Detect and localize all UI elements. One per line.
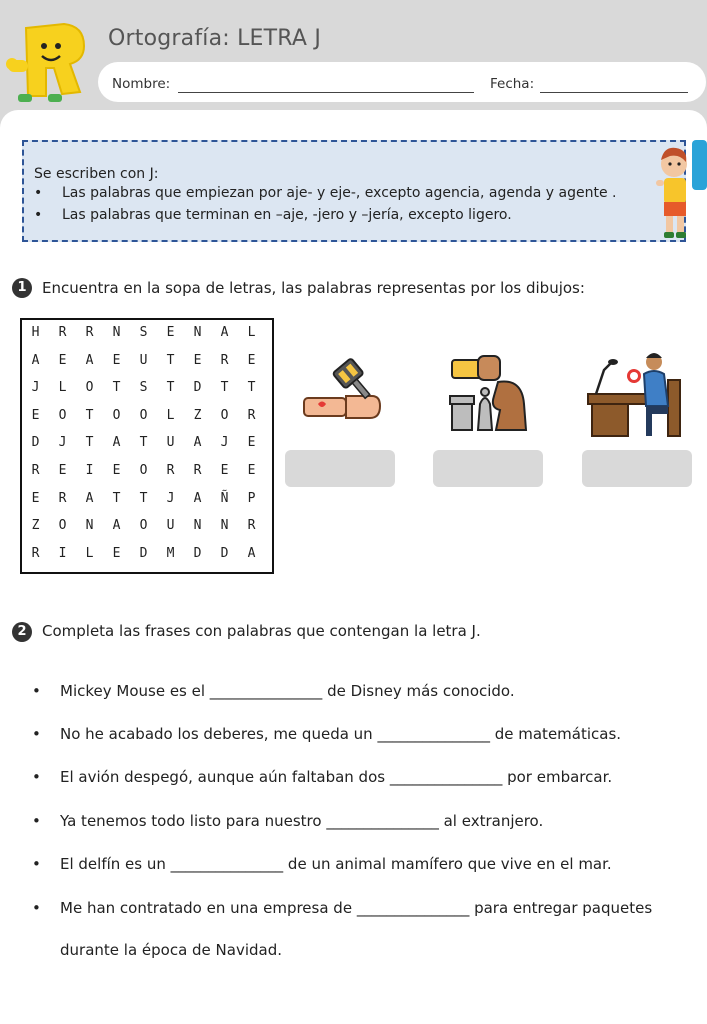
grid-letter[interactable]: D: [193, 380, 202, 396]
grid-letter[interactable]: A: [193, 435, 202, 451]
grid-letter[interactable]: A: [112, 435, 121, 451]
sentence-blank[interactable]: _______________: [356, 899, 470, 917]
grid-letter[interactable]: E: [31, 407, 40, 423]
chess-pieces-illustration: [448, 352, 530, 436]
grid-letter[interactable]: T: [139, 435, 148, 451]
grid-letter[interactable]: I: [58, 545, 67, 561]
sentence-line: [60, 768, 612, 786]
sentence-text-before: Ya tenemos todo listo para nuestro: [60, 812, 327, 830]
grid-letter[interactable]: O: [220, 407, 229, 423]
sentence-bullet: •: [32, 899, 41, 917]
grid-letter[interactable]: R: [247, 518, 256, 534]
sentence-continuation: durante la época de Navidad.: [60, 941, 283, 959]
exercise-1-instruction: Encuentra en la sopa de letras, las palabras representas por los dibujos:: [42, 279, 585, 297]
grid-letter[interactable]: E: [247, 352, 256, 368]
sentence-text-before: Mickey Mouse es el: [60, 682, 210, 700]
grid-letter[interactable]: R: [193, 463, 202, 478]
grid-letter[interactable]: L: [166, 407, 175, 423]
grid-letter[interactable]: D: [139, 545, 148, 561]
name-date-bar: [98, 62, 706, 102]
name-field[interactable]: [178, 92, 474, 93]
grid-letter[interactable]: T: [247, 380, 256, 396]
grid-letter[interactable]: E: [58, 463, 67, 478]
sentence-bullet: •: [32, 812, 41, 830]
grid-letter[interactable]: L: [85, 545, 94, 561]
name-label: Nombre:: [112, 76, 171, 92]
sentence-text-before: El avión despegó, aunque aún faltaban dos: [60, 768, 390, 786]
sentence-blank[interactable]: _______________: [377, 725, 490, 743]
sentence-text-after: de Disney más conocido.: [322, 682, 515, 700]
grid-letter[interactable]: O: [85, 380, 94, 396]
grid-letter[interactable]: M: [166, 545, 175, 561]
grid-letter[interactable]: J: [166, 490, 175, 506]
grid-letter[interactable]: R: [31, 545, 40, 561]
grid-letter[interactable]: A: [85, 490, 94, 506]
sentence-text-after: de matemáticas.: [489, 725, 622, 743]
grid-letter[interactable]: O: [58, 518, 67, 534]
sentence-blank[interactable]: _______________: [170, 855, 284, 873]
grid-letter[interactable]: E: [193, 352, 202, 368]
worksheet-title: Ortografía: LETRA J: [108, 26, 322, 51]
grid-letter[interactable]: T: [85, 407, 94, 423]
answer-box-3[interactable]: [582, 450, 692, 487]
grid-letter[interactable]: E: [31, 490, 40, 506]
date-label: Fecha:: [490, 76, 535, 92]
grid-letter[interactable]: T: [112, 380, 121, 396]
grid-letter[interactable]: R: [58, 490, 67, 506]
grid-letter[interactable]: D: [220, 545, 229, 561]
sentence-text-before: No he acabado los deberes, me queda un: [60, 725, 378, 743]
sentence-line: [60, 899, 652, 917]
grid-letter[interactable]: O: [58, 407, 67, 423]
grid-letter[interactable]: R: [220, 352, 229, 368]
grid-letter[interactable]: A: [220, 325, 229, 340]
grid-letter[interactable]: J: [31, 380, 40, 396]
sentence-line: [60, 682, 515, 700]
grid-letter[interactable]: A: [31, 352, 40, 368]
grid-letter[interactable]: H: [31, 325, 40, 340]
grid-letter[interactable]: Z: [31, 518, 40, 534]
grid-letter[interactable]: D: [31, 435, 40, 451]
grid-letter[interactable]: E: [220, 463, 229, 478]
grid-letter[interactable]: J: [58, 435, 67, 451]
grid-letter[interactable]: A: [85, 352, 94, 368]
sentence-blank[interactable]: _______________: [389, 768, 503, 786]
grid-letter[interactable]: N: [220, 518, 229, 534]
grid-letter[interactable]: R: [247, 407, 256, 423]
word-search-grid[interactable]: [20, 318, 274, 574]
sentence-line: [60, 812, 543, 830]
grid-letter[interactable]: R: [85, 325, 94, 340]
grid-letter[interactable]: E: [112, 545, 121, 561]
grid-letter[interactable]: D: [193, 545, 202, 561]
grid-letter[interactable]: J: [220, 435, 229, 451]
answer-box-2[interactable]: [433, 450, 543, 487]
sentence-line: [60, 725, 621, 743]
grid-letter[interactable]: E: [58, 352, 67, 368]
grid-letter[interactable]: N: [112, 325, 121, 340]
grid-letter[interactable]: E: [247, 463, 256, 478]
sentence-text-after: al extranjero.: [438, 812, 544, 830]
boy-illustration: [652, 140, 707, 240]
grid-letter[interactable]: T: [112, 490, 121, 506]
grid-letter[interactable]: N: [193, 518, 202, 534]
grid-letter[interactable]: S: [139, 325, 148, 340]
sentence-bullet: •: [32, 725, 41, 743]
grid-letter[interactable]: E: [247, 435, 256, 451]
grid-letter[interactable]: A: [247, 545, 256, 561]
sentence-blank[interactable]: _______________: [326, 812, 439, 830]
exercise-2-number: 2: [12, 622, 32, 642]
grid-letter[interactable]: N: [85, 518, 94, 534]
rule-item: • Las palabras que empiezan por aje- y eje-, excepto agencia, agenda y agente .: [24, 182, 616, 204]
date-field[interactable]: [540, 92, 688, 93]
sentence-text-before: Me han contratado en una empresa de: [60, 899, 357, 917]
grid-letter[interactable]: R: [31, 463, 40, 478]
grid-letter[interactable]: A: [112, 518, 121, 534]
sentence-line: [60, 855, 612, 873]
grid-letter[interactable]: R: [58, 325, 67, 340]
rule-item: • Las palabras que terminan en –aje, -jero y –jería, excepto ligero.: [24, 204, 616, 226]
grid-letter[interactable]: T: [139, 490, 148, 506]
grid-letter[interactable]: T: [166, 352, 175, 368]
sentence-text-before: El delfín es un: [60, 855, 171, 873]
grid-letter[interactable]: N: [193, 325, 202, 340]
desk-worker-illustration: [586, 350, 686, 438]
sentence-text-after: por embarcar.: [502, 768, 613, 786]
sentence-blank[interactable]: _______________: [209, 682, 323, 700]
grid-letter[interactable]: O: [139, 518, 148, 534]
letter-r-mascot-logo: [4, 18, 92, 106]
exercise-2-instruction: Completa las frases con palabras que contengan la letra J.: [42, 622, 481, 640]
answer-box-1[interactable]: [285, 450, 395, 487]
tattoo-machine-illustration: [300, 352, 384, 436]
grid-letter[interactable]: E: [166, 325, 175, 340]
grid-letter[interactable]: L: [58, 380, 67, 396]
grid-letter[interactable]: Z: [193, 407, 202, 423]
grid-letter[interactable]: S: [139, 380, 148, 396]
sentence-text-after: para entregar paquetes: [469, 899, 653, 917]
grid-letter[interactable]: L: [247, 325, 256, 340]
grid-letter[interactable]: T: [166, 380, 175, 396]
sentence-text-after: de un animal mamífero que vive en el mar.: [283, 855, 612, 873]
grid-letter[interactable]: E: [112, 463, 121, 478]
grid-letter[interactable]: T: [220, 380, 229, 396]
grid-letter[interactable]: I: [85, 463, 94, 478]
grid-letter[interactable]: U: [166, 435, 175, 451]
sentence-bullet: •: [32, 768, 41, 786]
grid-letter[interactable]: Ñ: [220, 490, 229, 506]
grid-letter[interactable]: T: [85, 435, 94, 451]
grid-letter[interactable]: O: [139, 407, 148, 423]
rule-intro: Se escriben con J:: [34, 166, 159, 182]
grid-letter[interactable]: A: [193, 490, 202, 506]
grid-letter[interactable]: O: [139, 463, 148, 478]
grid-letter[interactable]: P: [247, 490, 256, 506]
grid-letter[interactable]: O: [112, 407, 121, 423]
grid-letter[interactable]: R: [166, 463, 175, 478]
grid-letter[interactable]: E: [112, 352, 121, 368]
grid-letter[interactable]: U: [139, 352, 148, 368]
rule-box: [22, 140, 686, 242]
grid-letter[interactable]: U: [166, 518, 175, 534]
exercise-1-number: 1: [12, 278, 32, 298]
sentence-bullet: •: [32, 855, 41, 873]
sentence-bullet: •: [32, 682, 41, 700]
